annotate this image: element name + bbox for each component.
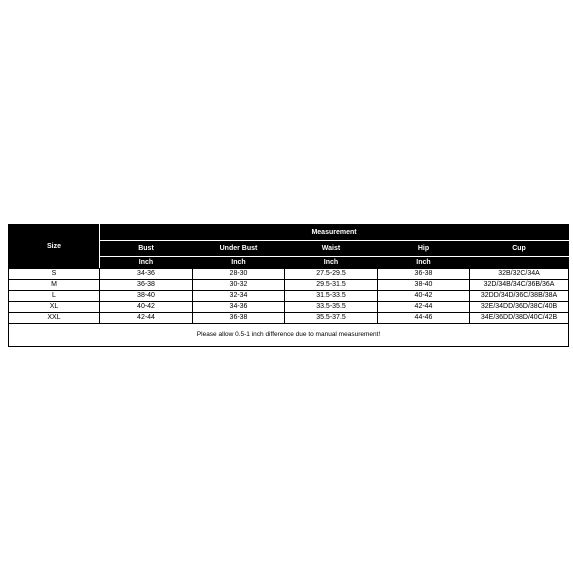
hip-cell: 38-40 <box>378 280 470 291</box>
under-bust-cell: 34-36 <box>193 302 285 313</box>
column-header-under-bust: Under Bust <box>193 241 285 257</box>
under-bust-cell: 30-32 <box>193 280 285 291</box>
unit-bust: Inch <box>100 257 193 269</box>
bust-cell: 42-44 <box>100 313 193 324</box>
waist-cell: 29.5-31.5 <box>285 280 378 291</box>
table-row <box>9 280 569 291</box>
unit-waist: Inch <box>285 257 378 269</box>
waist-cell: 27.5-29.5 <box>285 269 378 280</box>
hip-cell: 40-42 <box>378 291 470 302</box>
measurement-note: Please allow 0.5-1 inch difference due to manual measurement! <box>9 324 569 347</box>
measurement-header: Measurement <box>100 225 569 241</box>
unit-hip: Inch <box>378 257 470 269</box>
under-bust-cell: 28-30 <box>193 269 285 280</box>
size-chart-table <box>8 224 569 347</box>
waist-cell: 31.5-33.5 <box>285 291 378 302</box>
bust-cell: 38-40 <box>100 291 193 302</box>
bust-cell: 40-42 <box>100 302 193 313</box>
hip-cell: 36-38 <box>378 269 470 280</box>
under-bust-cell: 36-38 <box>193 313 285 324</box>
hip-cell: 44-46 <box>378 313 470 324</box>
bust-cell: 36-38 <box>100 280 193 291</box>
table-row <box>9 302 569 313</box>
cup-cell: 32D/34B/34C/36B/36A <box>470 280 569 291</box>
cup-cell: 32E/34DD/36D/38C/40B <box>470 302 569 313</box>
table-row <box>9 313 569 324</box>
column-header-waist: Waist <box>285 241 378 257</box>
table-row <box>9 291 569 302</box>
cup-cell: 32DD/34D/36C/38B/38A <box>470 291 569 302</box>
size-cell: XL <box>9 302 100 313</box>
bust-cell: 34-36 <box>100 269 193 280</box>
size-cell: S <box>9 269 100 280</box>
note-row <box>9 324 569 347</box>
size-cell: L <box>9 291 100 302</box>
size-cell: M <box>9 280 100 291</box>
size-header: Size <box>9 225 100 269</box>
size-cell: XXL <box>9 313 100 324</box>
hip-cell: 42-44 <box>378 302 470 313</box>
cup-cell: 32B/32C/34A <box>470 269 569 280</box>
column-header-cup: Cup <box>470 241 569 257</box>
table-row <box>9 269 569 280</box>
unit-under-bust: Inch <box>193 257 285 269</box>
waist-cell: 35.5-37.5 <box>285 313 378 324</box>
header-row-group <box>9 225 569 241</box>
unit-cup <box>470 257 569 269</box>
column-header-bust: Bust <box>100 241 193 257</box>
column-header-hip: Hip <box>378 241 470 257</box>
waist-cell: 33.5-35.5 <box>285 302 378 313</box>
cup-cell: 34E/36DD/38D/40C/42B <box>470 313 569 324</box>
under-bust-cell: 32-34 <box>193 291 285 302</box>
